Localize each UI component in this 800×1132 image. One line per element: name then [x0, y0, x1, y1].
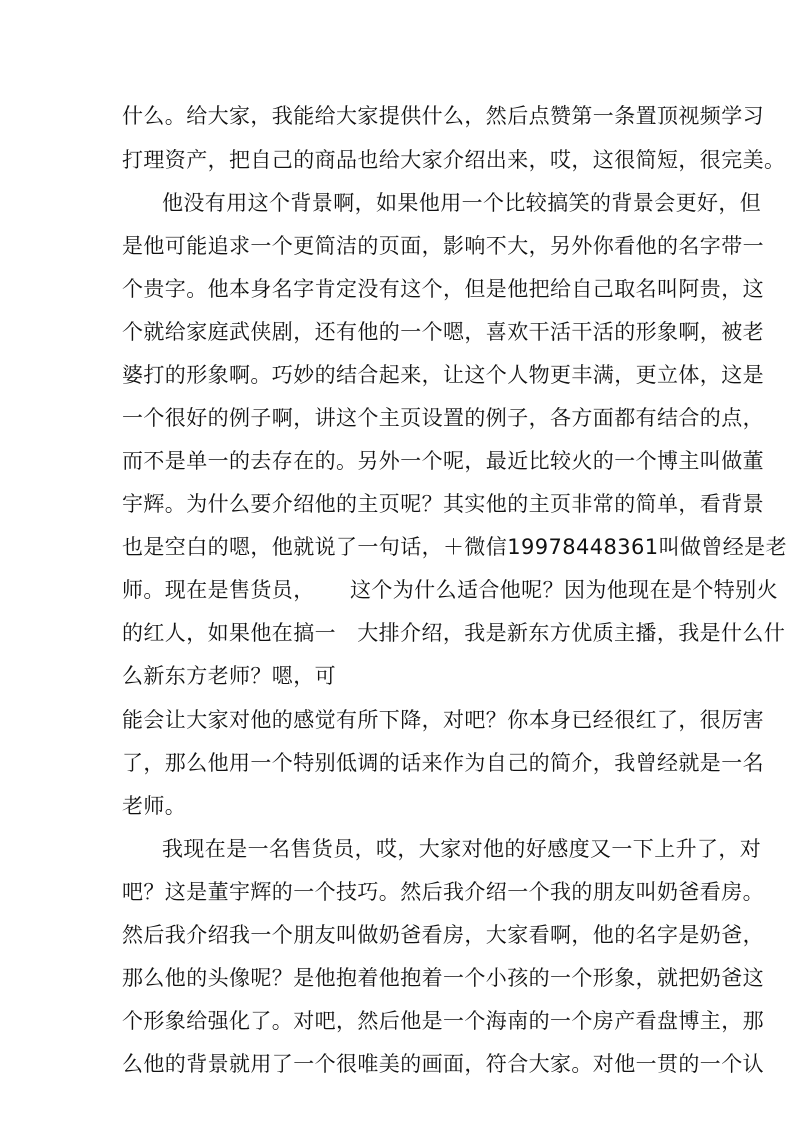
text-line: 是他可能追求一个更简洁的页面，影响不大，另外你看他的名字带一: [122, 234, 764, 258]
text-line: 么新东方老师？嗯，可: [122, 664, 336, 688]
text-line: 师。现在是售货员， 这个为什么适合他呢？因为他现在是个特别火: [122, 578, 778, 602]
text-line: 个就给家庭武侠剧，还有他的一个嗯，喜欢干活干活的形象啊，被老: [122, 320, 764, 344]
text-line: 一个很好的例子啊，讲这个主页设置的例子，各方面都有结合的点，: [122, 406, 764, 430]
text-line: 老师。: [122, 794, 187, 818]
text-line: 个形象给强化了。对吧，然后他是一个海南的一个房产看盘博主，那: [122, 1009, 764, 1033]
text-line: 也是空白的嗯，他就说了一句话，＋微信19978448361叫做曾经是老: [122, 535, 787, 559]
text-line: 的红人，如果他在搞一 大排介绍，我是新东方优质主播，我是什么什: [122, 621, 786, 645]
paragraph-first-line: 我现在是一名售货员，哎，大家对他的好感度又一下上升了，对: [162, 837, 762, 861]
text-line: 婆打的形象啊。巧妙的结合起来，让这个人物更丰满，更立体，这是: [122, 363, 764, 387]
text-line: 然后我介绍我一个朋友叫做奶爸看房，大家看啊，他的名字是奶爸，: [122, 923, 764, 947]
text-line: 那么他的头像呢？是他抱着他抱着一个小孩的一个形象，就把奶爸这: [122, 966, 764, 990]
text-line: 而不是单一的去存在的。另外一个呢，最近比较火的一个博主叫做董: [122, 449, 764, 473]
text-line: 么他的背景就用了一个很唯美的画面，符合大家。对他一贯的一个认: [122, 1052, 764, 1076]
text-line: 了，那么他用一个特别低调的话来作为自己的简介，我曾经就是一名: [122, 751, 764, 775]
text-line: 什么。给大家，我能给大家提供什么，然后点赞第一条置顶视频学习: [122, 104, 764, 128]
text-line: 能会让大家对他的感觉有所下降，对吧？你本身已经很红了，很厉害: [122, 708, 764, 732]
text-line: 个贵字。他本身名字肯定没有这个，但是他把给自己取名叫阿贵，这: [122, 277, 764, 301]
paragraph-first-line: 他没有用这个背景啊，如果他用一个比较搞笑的背景会更好，但: [162, 191, 762, 215]
text-line: 吧？这是董宇辉的一个技巧。然后我介绍一个我的朋友叫奶爸看房。: [122, 880, 764, 904]
text-line: 宇辉。为什么要介绍他的主页呢？其实他的主页非常的简单，看背景: [122, 492, 764, 516]
text-line: 打理资产，把自己的商品也给大家介绍出来，哎，这很简短，很完美。: [122, 148, 786, 172]
